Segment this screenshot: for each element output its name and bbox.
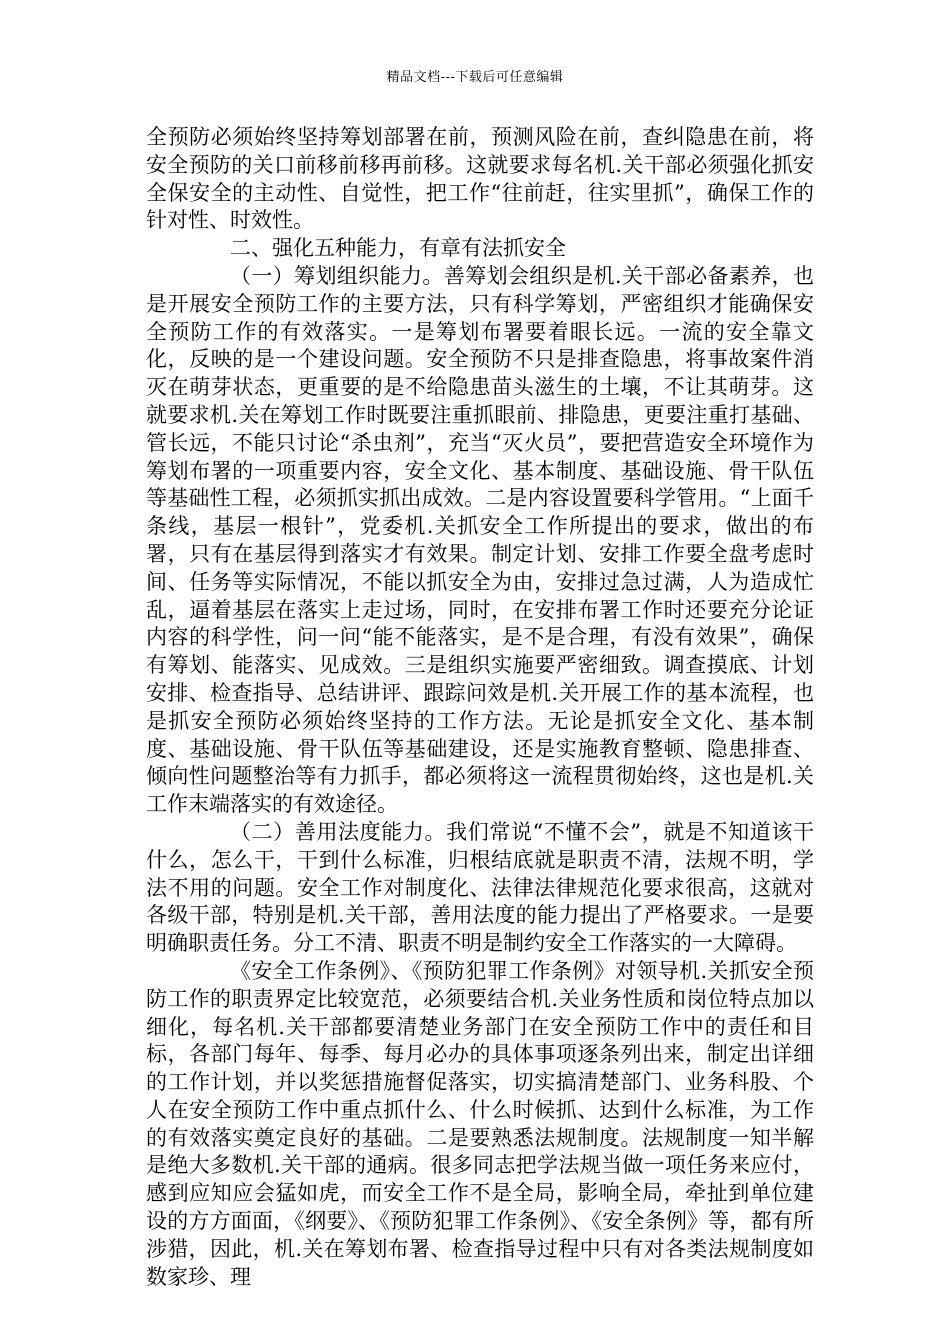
document-body xyxy=(146,124,814,1291)
paragraph-continuation: 全预防必须始终坚持筹划部署在前，预测风险在前，查纠隐患在前，将安全预防的关口前移前移再前移。这就要求每名机.关干部必须强化抓安全保安全的主动性、自觉性，把工作“往前赶，往实里抓”，确保工作的针对性、时效性。 xyxy=(146,125,814,233)
paragraph-legal-ability: （二）善用法度能力。我们常说“不懂不会”，就是不知道该干什么，怎么干，干到什么标准，归根结底就是职责不清，法规不明，学法不用的问题。安全工作对制度化、法律法律规范化要求很高，这就对各级干部，特别是机.关干部，善用法度的能力提出了严格要求。一是要明确职责任务。分工不清、职责不明是制约安全工作落实的一大障碍。 xyxy=(146,819,814,956)
paragraph-regulations: 《安全工作条例》、《预防犯罪工作条例》对领导机.关抓安全预防工作的职责界定比较宽范，必须要结合机.关业务性质和岗位特点加以细化，每名机.关干部都要清楚业务部门在安全预防工作中的责任和目标，各部门每年、每季、每月必办的具体事项逐条列出来，制定出详细的工作计划，并以奖惩措施督促落实，切实搞清楚部门、业务科股、个人在安全预防工作中重点抓什么、什么时候抓、达到什么标准，为工作的有效落实奠定良好的基础。二是要熟悉法规制度。法规制度一知半解是绝大多数机.关干部的通病。很多同志把学法规当做一项任务来应付，感到应知应会猛如虎，而安全工作不是全局，影响全局，牵扯到单位建设的方方面面，《纲要》、《预防犯罪工作条例》、《安全条例》等，都有所涉猎，因此，机.关在筹划布署、检查指导过程中只有对各类法规制度如数家珍、理 xyxy=(146,958,814,1289)
section-heading: 二、强化五种能力，有章有法抓安全 xyxy=(230,236,566,261)
paragraph-planning-ability: （一）筹划组织能力。善筹划会组织是机.关干部必备素养，也是开展安全预防工作的主要方法，只有科学筹划，严密组织才能确保安全预防工作的有效落实。一是筹划布署要着眼长远。一流的安全靠文化，反映的是一个建设问题。安全预防不只是排查隐患，将事故案件消灭在萌芽状态，更重要的是不给隐患苗头滋生的土壤，不让其萌芽。这就要求机.关在筹划工作时既要注重抓眼前、排隐患，更要注重打基础、管长远，不能只讨论“杀虫剂”，充当“灭火员”，要把营造安全环境作为筹划布署的一项重要内容，安全文化、基本制度、基础设施、骨干队伍等基础性工程，必须抓实抓出成效。二是内容设置要科学管用。“上面千条线，基层一根针”，党委机.关抓安全工作所提出的要求，做出的布署，只有在基层得到落实才有效果。制定计划、安排工作要全盘考虑时间、任务等实际情况，不能以抓安全为由，安排过急过满，人为造成忙乱，逼着基层在落实上走过场，同时，在安排布署工作时还要充分论证内容的科学性，问一问“能不能落实，是不是合理，有没有效果”，确保有筹划、能落实、见成效。三是组织实施要严密细致。调查摸底、计划安排、检查指导、总结讲评、跟踪问效是机.关开展工作的基本流程，也是抓安全预防必须始终坚持的工作方法。无论是抓安全文化、基本制度、基础设施、骨干队伍等基础建设，还是实施教育整顿、隐患排查、倾向性问题整治等有力抓手，都必须将这一流程贯彻始终，这也是机.关工作末端落实的有效途径。 xyxy=(146,263,814,817)
page-header: 精品文档---下载后可任意编辑 xyxy=(386,70,564,85)
